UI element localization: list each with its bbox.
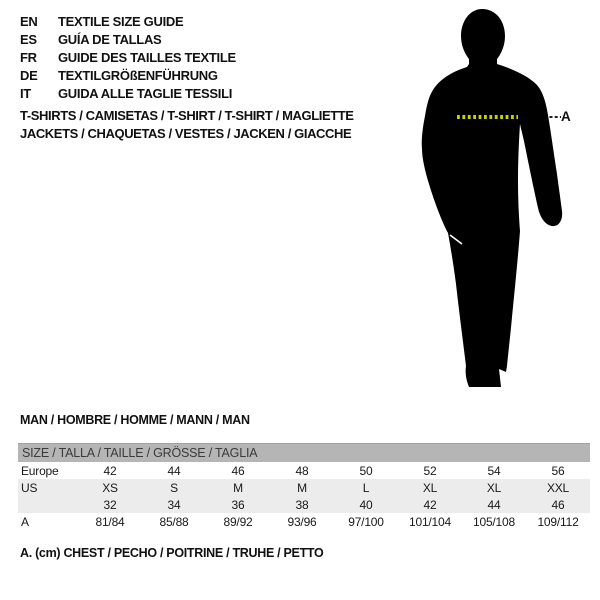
size-value: 42 [103,463,117,478]
size-value: 32 [103,497,117,512]
language-code: DE [20,68,38,83]
size-value: L [362,480,370,495]
size-value: 105/108 [473,514,515,529]
section-title-man: MAN / HOMBRE / HOMME / MANN / MAN [20,413,250,427]
language-row-de [20,67,236,85]
size-table-row-europe [18,462,590,479]
language-label: TEXTILGRÖßENFÜHRUNG [58,68,218,83]
category-line-tshirts: T-SHIRTS / CAMISETAS / T-SHIRT / T-SHIRT / MAGLIETTE [20,108,354,123]
size-value: XL [486,480,502,495]
language-code: FR [20,50,37,65]
size-value: S [170,480,178,495]
size-value: XS [102,480,118,495]
size-value: 38 [295,497,309,512]
language-row-es [20,31,236,49]
language-label: GUIDA ALLE TAGLIE TESSILI [58,86,233,101]
language-label: GUIDE DES TAILLES TEXTILE [58,50,236,65]
size-value: 44 [167,463,181,478]
size-value: 97/100 [348,514,384,529]
size-value: 52 [423,463,437,478]
size-value: M [297,480,307,495]
size-value: 56 [551,463,565,478]
size-value: 40 [359,497,373,512]
size-value: 54 [487,463,501,478]
language-code: EN [20,14,38,29]
size-table-header-row [18,444,590,463]
size-table-row-row2 [18,496,590,513]
language-code: ES [20,32,37,47]
language-label: GUÍA DE TALLAS [58,32,162,47]
language-label: TEXTILE SIZE GUIDE [58,14,184,29]
man-figure [420,5,570,390]
measurement-footnote: A. (cm) CHEST / PECHO / POITRINE / TRUHE / PETTO [20,546,324,560]
size-value: 81/84 [95,514,125,529]
language-code: IT [20,86,31,101]
language-row-it [20,85,236,103]
row-label: Europe [21,463,59,478]
size-value: 109/112 [537,514,579,529]
size-value: 46 [231,463,245,478]
category-lines [20,107,354,142]
language-row-fr [20,49,236,67]
size-value: 46 [551,497,565,512]
size-table-body [18,462,590,530]
size-table [18,443,590,530]
size-value: 89/92 [223,514,253,529]
measure-label-a: A [561,109,571,124]
size-value: XL [422,480,438,495]
size-value: 44 [487,497,501,512]
man-silhouette-svg [420,5,570,390]
size-table-row-a [18,513,590,530]
size-value: 34 [167,497,181,512]
size-value: M [233,480,243,495]
size-value: 42 [423,497,437,512]
row-label: A [21,514,29,529]
size-value: 36 [231,497,245,512]
size-table-row-us [18,479,590,496]
language-guide [20,13,236,103]
size-value: 101/104 [409,514,451,529]
row-label [18,496,78,513]
language-row-en [20,13,236,31]
size-value: 50 [359,463,373,478]
category-line-jackets: JACKETS / CHAQUETAS / VESTES / JACKEN / GIACCHE [20,125,352,141]
size-table-header: SIZE / TALLA / TAILLE / GRÖSSE / TAGLIA [18,444,590,463]
row-label: US [21,480,38,495]
size-value: 93/96 [287,514,317,529]
size-value: XXL [546,480,570,495]
size-value: 85/88 [159,514,189,529]
size-value: 48 [295,463,309,478]
man-silhouette [422,9,562,387]
